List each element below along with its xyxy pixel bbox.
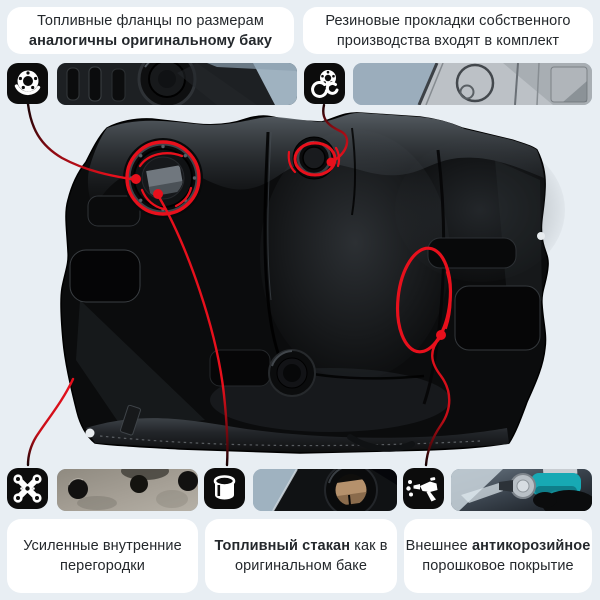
- annotation-overlay: [28, 104, 455, 465]
- fuel-tank-photo: [61, 113, 565, 453]
- callout-card-baffles: [7, 519, 198, 593]
- fuel-pump-flange: [123, 138, 203, 218]
- thumbnail-spray-gun-photo: [451, 469, 592, 511]
- red-dot-flange: [131, 174, 141, 184]
- callout-text-bold: антикорозийное: [471, 538, 591, 554]
- red-dot-coating: [436, 330, 446, 340]
- red-dot-gasket: [327, 158, 336, 167]
- internal-baffle-icon: [7, 468, 48, 509]
- callout-card-fuel-flanges: [7, 7, 294, 54]
- leader-line-baffles: [28, 379, 73, 465]
- spray-gun-icon: [403, 468, 444, 509]
- callout-text-line1: Топливные фланцы по размерам: [37, 12, 264, 29]
- thumbnail-flange-photo: [57, 63, 297, 105]
- fuel-flange-icon: [7, 63, 48, 104]
- callout-text-line1: Усиленные внутренние: [23, 538, 182, 554]
- thumbnail-gasket-seat-photo: [353, 63, 592, 105]
- callout-text-bold: Топливный стакан: [214, 538, 351, 554]
- fuel-cup-icon: [204, 468, 245, 509]
- rubber-gasket-icon: [304, 63, 345, 104]
- red-ellipse-coating: [393, 246, 456, 355]
- callout-text-line2: производства входят в комплект: [336, 32, 560, 49]
- callout-text-line2: порошковое покрытие: [422, 558, 574, 574]
- callout-text-line2: оригинальном баке: [234, 558, 368, 574]
- callout-card-rubber-gaskets: [303, 7, 593, 54]
- red-circle-gasket: [295, 143, 335, 175]
- sender-flange: [293, 137, 335, 179]
- callout-text-line1: [406, 536, 591, 556]
- leader-line-fuel-cup: [159, 197, 227, 465]
- callout-text-line2: перегородки: [60, 558, 145, 574]
- callout-card-coating: [404, 519, 592, 593]
- callout-card-fuel-cup: [205, 519, 397, 593]
- thumbnail-fuel-cup-photo: [253, 469, 397, 511]
- callout-text-pre: Внешнее: [405, 538, 472, 554]
- callout-text-line1: Резиновые прокладки собственного: [325, 12, 571, 29]
- red-circle-flange: [127, 142, 199, 214]
- callout-text-line1: [214, 536, 387, 556]
- leader-line-coating: [426, 338, 449, 465]
- leader-line-flange: [28, 104, 131, 179]
- leader-line-gasket: [323, 105, 347, 160]
- red-dot-fuel-cup: [153, 189, 163, 199]
- drain-ring: [269, 350, 315, 396]
- callout-text-rest: как в: [350, 538, 388, 554]
- callout-text-line2: аналогичны оригинальному баку: [28, 32, 273, 49]
- thumbnail-baffle-photo: [57, 469, 198, 511]
